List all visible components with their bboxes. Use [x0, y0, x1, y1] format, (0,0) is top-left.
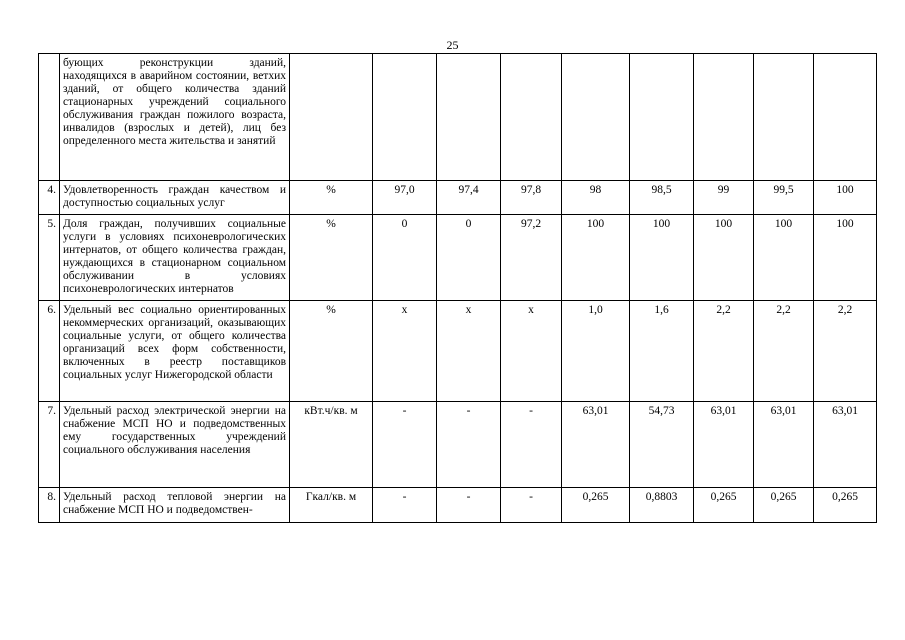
value-cell: 63,01 [562, 402, 630, 488]
value-cell: 99 [694, 181, 754, 215]
value-cell: 100 [630, 215, 694, 301]
unit-cell: Гкал/кв. м [290, 488, 373, 523]
table-row [39, 54, 877, 181]
value-cell: 0 [437, 215, 501, 301]
unit-cell: % [290, 215, 373, 301]
indicator-description: бующих реконструкции зданий, находящихся в аварийном состоянии, ветхих зданий, от общего количества зданий стационарных учреждений социального обслуживания граждан пожилого возраста, инвалидов (взрослых и детей), лиц без определенного места жительства и занятий [60, 54, 290, 181]
value-cell [562, 54, 630, 181]
value-cell: 63,01 [754, 402, 814, 488]
table-row [39, 402, 877, 488]
value-cell: - [501, 402, 562, 488]
table-row [39, 181, 877, 215]
value-cell: 100 [814, 181, 877, 215]
unit-cell: % [290, 301, 373, 402]
value-cell: 97,8 [501, 181, 562, 215]
value-cell: 100 [814, 215, 877, 301]
value-cell: 63,01 [694, 402, 754, 488]
value-cell: 98 [562, 181, 630, 215]
value-cell [630, 54, 694, 181]
value-cell: 100 [562, 215, 630, 301]
value-cell: 1,6 [630, 301, 694, 402]
value-cell: 63,01 [814, 402, 877, 488]
page-number: 25 [446, 38, 459, 52]
value-cell [754, 54, 814, 181]
value-cell: 2,2 [814, 301, 877, 402]
value-cell [694, 54, 754, 181]
value-cell: 0,265 [814, 488, 877, 523]
value-cell: х [373, 301, 437, 402]
value-cell: 2,2 [694, 301, 754, 402]
row-number: 5. [39, 215, 60, 301]
table-row [39, 215, 877, 301]
row-number [39, 54, 60, 181]
value-cell: - [501, 488, 562, 523]
value-cell: 1,0 [562, 301, 630, 402]
indicator-description: Удельный расход электрической энергии на снабжение МСП НО и подведомственных ему государственных учреждений социального обслуживания населения [60, 402, 290, 488]
value-cell: 0,265 [694, 488, 754, 523]
value-cell: 54,73 [630, 402, 694, 488]
indicator-description: Доля граждан, получивших социальные услуги в условиях психоневрологических интернатов, от общего количества граждан, нуждающихся в стационарном социальном обслуживании в условиях психоневрологических интернатов [60, 215, 290, 301]
value-cell: 100 [754, 215, 814, 301]
value-cell: 97,0 [373, 181, 437, 215]
indicator-description: Удовлетворенность граждан качеством и доступностью социальных услуг [60, 181, 290, 215]
indicators-table [38, 53, 877, 523]
value-cell: 2,2 [754, 301, 814, 402]
unit-cell [290, 54, 373, 181]
value-cell [437, 54, 501, 181]
value-cell: 0 [373, 215, 437, 301]
value-cell: 98,5 [630, 181, 694, 215]
value-cell: х [437, 301, 501, 402]
value-cell [501, 54, 562, 181]
value-cell: 100 [694, 215, 754, 301]
value-cell: 0,265 [562, 488, 630, 523]
value-cell: 0,265 [754, 488, 814, 523]
indicator-description: Удельный расход тепловой энергии на снабжение МСП НО и подведомствен- [60, 488, 290, 523]
table-row [39, 488, 877, 523]
value-cell: 0,8803 [630, 488, 694, 523]
value-cell: - [373, 488, 437, 523]
value-cell: 97,2 [501, 215, 562, 301]
indicator-description: Удельный вес социально ориентированных некоммерческих организаций, оказывающих социальные услуги, от общего количества организаций всех форм собственности, включенных в реестр поставщиков социальных услуг Нижегородской области [60, 301, 290, 402]
value-cell: - [373, 402, 437, 488]
row-number: 4. [39, 181, 60, 215]
value-cell: х [501, 301, 562, 402]
value-cell [373, 54, 437, 181]
unit-cell: кВт.ч/кв. м [290, 402, 373, 488]
row-number: 8. [39, 488, 60, 523]
row-number: 7. [39, 402, 60, 488]
value-cell: - [437, 488, 501, 523]
value-cell: - [437, 402, 501, 488]
table-row [39, 301, 877, 402]
value-cell: 97,4 [437, 181, 501, 215]
value-cell: 99,5 [754, 181, 814, 215]
row-number: 6. [39, 301, 60, 402]
unit-cell: % [290, 181, 373, 215]
value-cell [814, 54, 877, 181]
